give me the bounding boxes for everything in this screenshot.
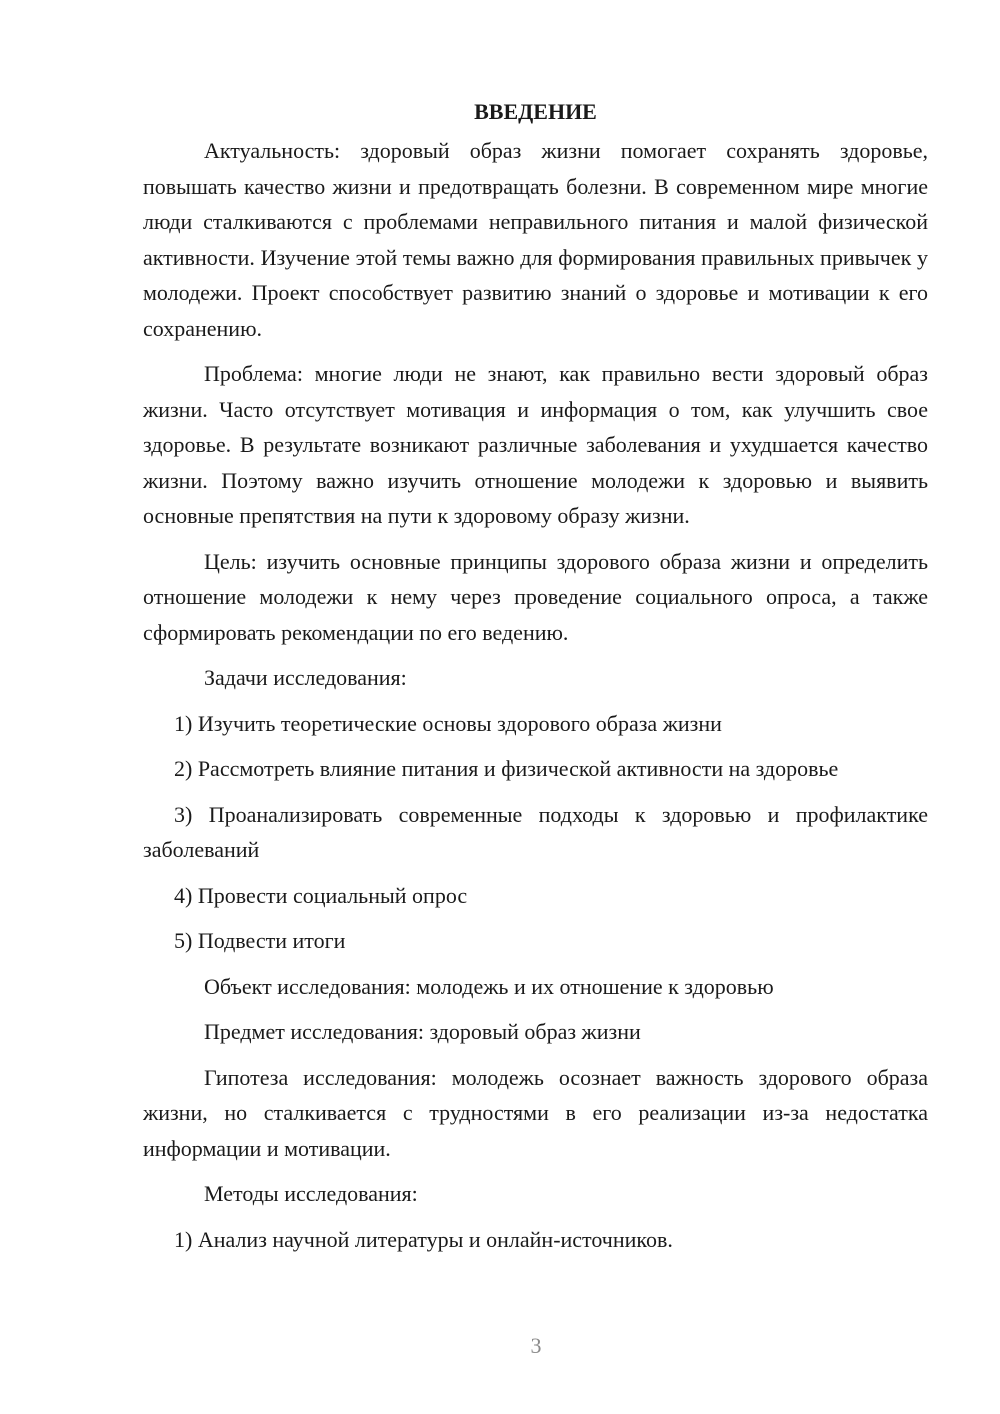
task-item-2: 2) Рассмотреть влияние питания и физической активности на здоровье (174, 756, 839, 781)
task-item-3: 3) Проанализировать современные подходы к здоровью и профилактике заболеваний (143, 801, 928, 862)
goal-paragraph: Цель: изучить основные принципы здорового образа жизни и определить отношение молодежи к нему через проведение социального опроса, а также сформировать рекомендации по его ведению. (143, 548, 928, 645)
method-item-1: 1) Анализ научной литературы и онлайн-источников. (174, 1226, 673, 1252)
task-item-5: 5) Подвести итоги (174, 928, 346, 953)
task-item-1: 1) Изучить теоретические основы здорового образа жизни (174, 710, 722, 736)
problem-paragraph: Проблема: многие люди не знают, как правильно вести здоровый образ жизни. Часто отсутствует мотивация и информация о том, как улучшить свое здоровье. В результате возникают различные заболевания и ухудшается качество жизни. Поэтому важно изучить отношение молодежи к здоровью и выявить основные препятствия на пути к здоровому образу жизни. (143, 361, 928, 528)
methods-heading: Методы исследования: (204, 1181, 418, 1206)
page-content (143, 94, 928, 1267)
task-item-4: 4) Провести социальный опрос (174, 882, 468, 908)
page-number: 3 (530, 1333, 542, 1358)
subject-line: Предмет исследования: здоровый образ жизни (204, 1019, 641, 1044)
section-title: ВВЕДЕНИЕ (474, 99, 597, 124)
relevance-paragraph: Актуальность: здоровый образ жизни помогает сохранять здоровье, повышать качество жизни и предотвращать болезни. В современном мире многие люди сталкиваются с проблемами неправильного питания и малой физической активности. Изучение этой темы важно для формирования правильных привычек у молодежи. Проект способствует развитию знаний о здоровье и мотивации к его сохранению. (143, 138, 928, 341)
tasks-heading: Задачи исследования: (204, 665, 407, 690)
hypothesis-paragraph: Гипотеза исследования: молодежь осознает важность здорового образа жизни, но сталкивается с трудностями в его реализации из-за недостатка информации и мотивации. (143, 1064, 928, 1161)
object-line: Объект исследования: молодежь и их отношение к здоровью (204, 973, 774, 999)
